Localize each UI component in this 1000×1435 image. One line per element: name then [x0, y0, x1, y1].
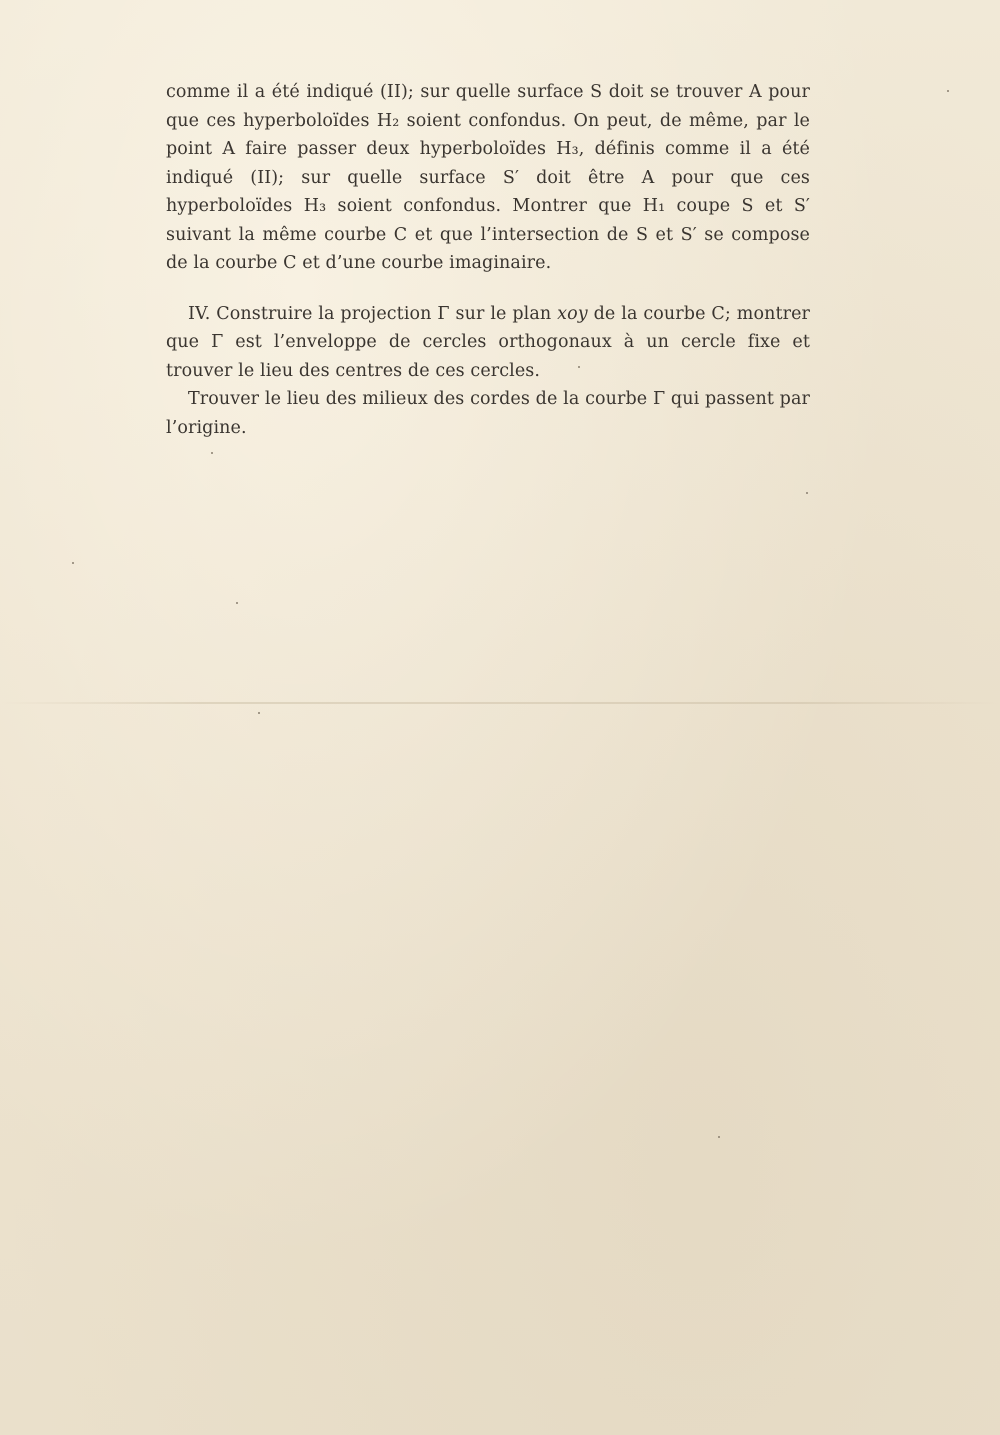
document-body — [166, 78, 810, 442]
fold-line — [0, 702, 1000, 704]
paragraph-text-end: de la courbe C; montrer que Γ est l’enveloppe de cercles orthogonaux à un cercle fixe et trouver le lieu des centres de ces cercles. — [166, 303, 810, 381]
paragraph-continuation: comme il a été indiqué (II); sur quelle surface S doit se trouver A pour que ces hyperboloïdes H₂ soient confondus. On peut, de même, par le point A faire passer deux hyperboloïdes H₃, définis comme il a été indiqué (II); sur quelle surface S′ doit être A pour que ces hyperboloïdes H₃ soient confondus. Montrer que H₁ coupe S et S′ suivant la même courbe C et que l’intersection de S et S′ se compose de la courbe C et d’une courbe imaginaire. — [166, 82, 810, 273]
paper-speck — [258, 712, 260, 714]
paper-speck — [211, 452, 213, 454]
paper-speck — [806, 492, 808, 494]
paragraph-section-iv — [166, 300, 810, 386]
paragraph-text-start: IV. Construire la projection Γ sur le plan — [188, 303, 558, 324]
paper-speck — [578, 366, 580, 368]
paper-speck — [236, 602, 238, 604]
paragraph-final: Trouver le lieu des milieux des cordes de la courbe Γ qui passent par l’origine. — [166, 389, 810, 438]
paper-speck — [72, 562, 74, 564]
paper-speck — [947, 90, 949, 92]
paper-speck — [718, 1136, 720, 1138]
paragraph-gap — [166, 278, 810, 300]
math-plane-name: xoy — [557, 303, 588, 324]
